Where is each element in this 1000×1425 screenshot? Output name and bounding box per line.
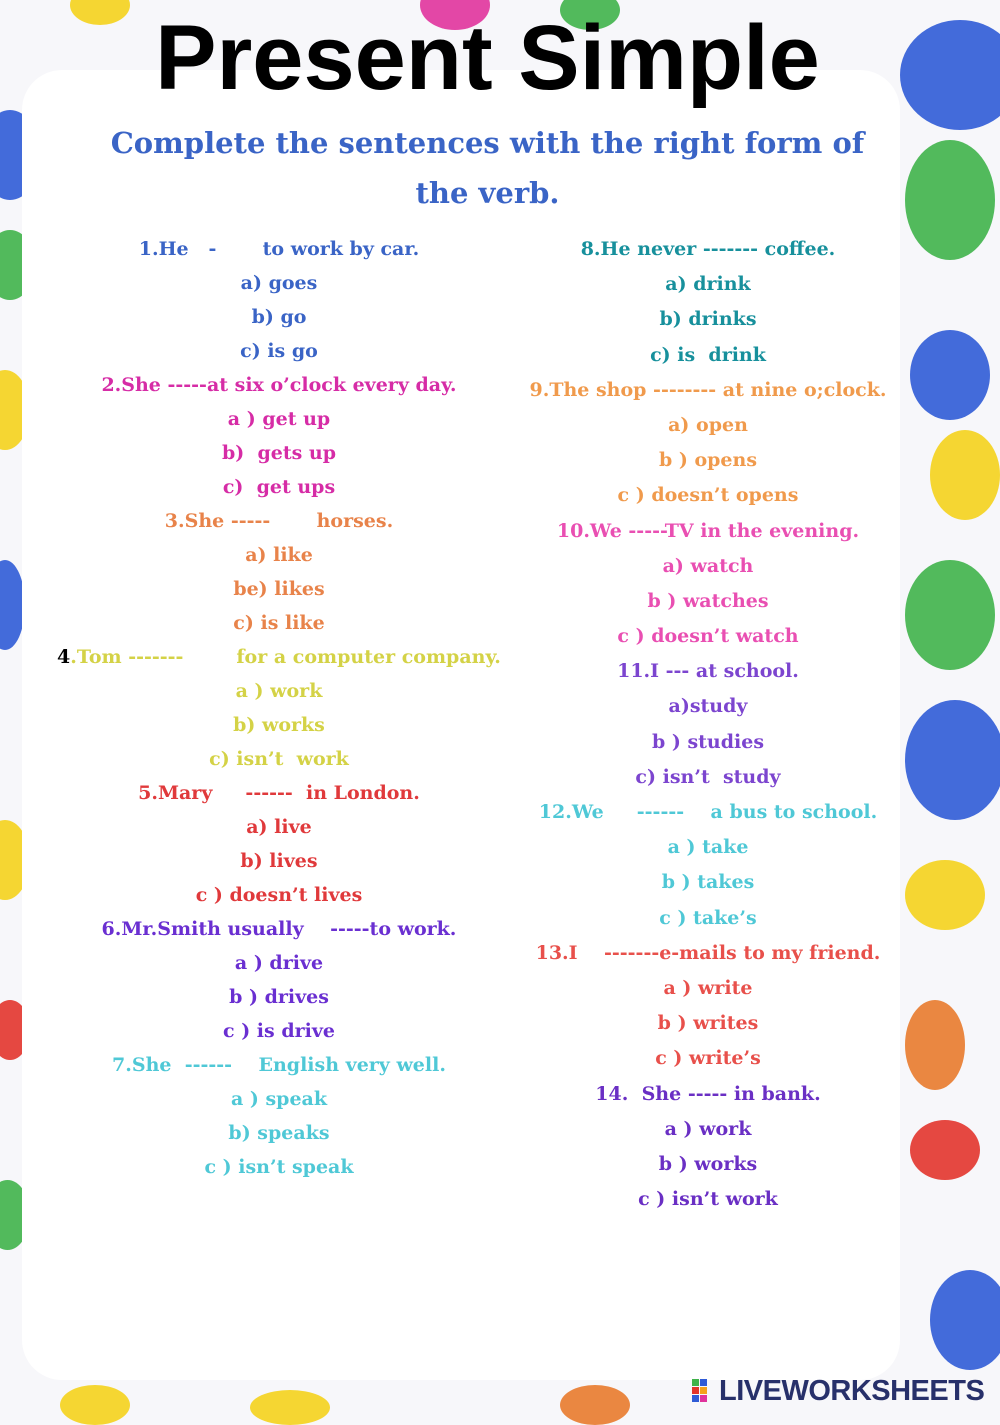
question-stem bbox=[50, 776, 508, 810]
line-text: a) goes bbox=[240, 272, 318, 294]
brand-name: LIVEWORKSHEETS bbox=[719, 1375, 985, 1407]
line-text: a)study bbox=[668, 695, 748, 718]
question-stem bbox=[50, 368, 508, 402]
line-text: c ) is drive bbox=[223, 1020, 335, 1042]
answer-option bbox=[522, 549, 894, 584]
line-text: c ) isn’t work bbox=[638, 1188, 778, 1211]
paint-splash bbox=[60, 1385, 130, 1425]
line-text: a) open bbox=[668, 413, 748, 436]
question-stem bbox=[522, 936, 894, 971]
line-text: 12.We ------ a bus to school. bbox=[538, 801, 878, 823]
answer-option bbox=[522, 689, 894, 724]
question-stem bbox=[522, 654, 894, 689]
answer-option bbox=[50, 742, 508, 776]
answer-option bbox=[50, 878, 508, 912]
answer-option bbox=[50, 674, 508, 708]
line-text: b) go bbox=[251, 306, 307, 328]
answer-option bbox=[50, 402, 508, 436]
line-text: c) is go bbox=[240, 340, 318, 362]
question-stem bbox=[522, 514, 894, 549]
answer-option bbox=[522, 1006, 894, 1041]
answer-option bbox=[522, 267, 894, 302]
line-text: c ) doesn’t lives bbox=[195, 884, 363, 906]
answer-option bbox=[50, 606, 508, 640]
right-question-column bbox=[522, 232, 894, 1217]
line-text: c) is like bbox=[233, 612, 325, 634]
line-text: 5.Mary ------ in London. bbox=[138, 782, 420, 804]
line-text: 10.We -----TV in the evening. bbox=[556, 519, 860, 542]
line-text: b ) takes bbox=[661, 871, 755, 894]
line-text: a ) get up bbox=[227, 408, 331, 430]
answer-option bbox=[522, 584, 894, 619]
answer-option bbox=[522, 619, 894, 654]
answer-option bbox=[50, 1014, 508, 1048]
answer-option bbox=[50, 1150, 508, 1184]
answer-option bbox=[50, 572, 508, 606]
paint-splash bbox=[905, 560, 995, 670]
line-text: b) gets up bbox=[221, 442, 337, 464]
answer-option bbox=[522, 408, 894, 443]
answer-option bbox=[522, 302, 894, 337]
answer-option bbox=[50, 266, 508, 300]
line-text: c) is drink bbox=[650, 343, 766, 366]
answer-option bbox=[522, 1112, 894, 1147]
line-text: 9.The shop -------- at nine o;clock. bbox=[529, 378, 887, 401]
line-text: a) like bbox=[245, 544, 313, 566]
answer-option bbox=[50, 980, 508, 1014]
line-text: c) get ups bbox=[222, 476, 336, 498]
question-stem bbox=[50, 504, 508, 538]
line-text: 1.He - to work by car. bbox=[138, 238, 420, 260]
line-text: b) lives bbox=[240, 850, 318, 872]
answer-option bbox=[50, 334, 508, 368]
paint-splash bbox=[560, 1385, 630, 1425]
question-stem bbox=[522, 232, 894, 267]
paint-splash bbox=[910, 330, 990, 420]
paint-splash bbox=[905, 140, 995, 260]
line-text: c ) doesn’t opens bbox=[617, 484, 799, 507]
paint-splash bbox=[930, 1270, 1000, 1370]
question-stem bbox=[50, 232, 508, 266]
answer-option bbox=[522, 1182, 894, 1217]
question-stem bbox=[50, 912, 508, 946]
answer-option bbox=[522, 865, 894, 900]
paint-splash bbox=[250, 1390, 330, 1425]
line-text: c ) doesn’t watch bbox=[617, 625, 799, 648]
line-text: a ) work bbox=[664, 1117, 752, 1140]
answer-option bbox=[522, 901, 894, 936]
line-text: a ) drive bbox=[234, 952, 324, 974]
paint-splash bbox=[930, 430, 1000, 520]
answer-option bbox=[522, 760, 894, 795]
answer-option bbox=[50, 946, 508, 980]
footer-brand bbox=[692, 1374, 984, 1408]
line-text: c) isn’t study bbox=[635, 765, 781, 788]
line-text: a) watch bbox=[662, 554, 754, 577]
question-stem bbox=[522, 795, 894, 830]
line-text: 2.She -----at six o’clock every day. bbox=[101, 374, 457, 396]
line-text: a ) work bbox=[235, 680, 323, 702]
page-title: Present Simple bbox=[155, 7, 820, 109]
line-text: c ) write’s bbox=[655, 1047, 761, 1070]
line-text: 6.Mr.Smith usually -----to work. bbox=[101, 918, 457, 940]
line-text: b) works bbox=[233, 714, 325, 736]
answer-option bbox=[522, 830, 894, 865]
left-question-column bbox=[50, 232, 508, 1184]
answer-option bbox=[522, 1041, 894, 1076]
line-text: 11.I --- at school. bbox=[617, 660, 799, 683]
line-text: c ) take’s bbox=[659, 906, 757, 929]
answer-option bbox=[50, 300, 508, 334]
line-text: a) live bbox=[246, 816, 312, 838]
line-text: 13.I -------e-mails to my friend. bbox=[535, 941, 881, 964]
line-text: 7.She ------ English very well. bbox=[112, 1054, 446, 1076]
paint-splash bbox=[905, 860, 985, 930]
answer-option bbox=[522, 443, 894, 478]
question-stem bbox=[50, 1048, 508, 1082]
line-text: a ) speak bbox=[230, 1088, 328, 1110]
answer-option bbox=[50, 708, 508, 742]
line-text: b ) drives bbox=[229, 986, 329, 1008]
question-stem bbox=[522, 1077, 894, 1112]
line-text: b ) opens bbox=[658, 449, 758, 472]
question-stem bbox=[522, 373, 894, 408]
line-text: b ) works bbox=[658, 1152, 758, 1175]
question-stem bbox=[50, 640, 508, 674]
line-text: a) drink bbox=[665, 273, 751, 296]
line-text: b) drinks bbox=[659, 308, 757, 331]
paint-splash bbox=[910, 1120, 980, 1180]
line-text: a ) write bbox=[663, 976, 753, 999]
question-number: 4 bbox=[57, 646, 71, 668]
line-text: c) isn’t work bbox=[209, 748, 349, 770]
answer-option bbox=[50, 436, 508, 470]
line-text: .Tom ------- for a computer company. bbox=[70, 646, 501, 668]
paint-splash bbox=[905, 1000, 965, 1090]
line-text: b ) watches bbox=[647, 589, 769, 612]
line-text: a ) take bbox=[667, 836, 749, 859]
answer-option bbox=[522, 971, 894, 1006]
line-text: b ) writes bbox=[657, 1012, 759, 1035]
answer-option bbox=[50, 470, 508, 504]
line-text: 3.She ----- horses. bbox=[164, 510, 394, 532]
answer-option bbox=[522, 478, 894, 513]
answer-option bbox=[522, 1147, 894, 1182]
line-text: 14. She ----- in bank. bbox=[595, 1082, 821, 1105]
answer-option bbox=[522, 338, 894, 373]
answer-option bbox=[50, 844, 508, 878]
line-text: b ) studies bbox=[651, 730, 765, 753]
line-text: b) speaks bbox=[228, 1122, 330, 1144]
line-text: be) likes bbox=[233, 578, 325, 600]
instruction-text: Complete the sentences with the right form of the verb. bbox=[110, 126, 865, 210]
liveworksheets-logo-icon bbox=[692, 1379, 716, 1403]
answer-option bbox=[522, 725, 894, 760]
answer-option bbox=[50, 1082, 508, 1116]
line-text: c ) isn’t speak bbox=[204, 1156, 354, 1178]
answer-option bbox=[50, 810, 508, 844]
line-text: 8.He never ------- coffee. bbox=[580, 238, 836, 260]
answer-option bbox=[50, 538, 508, 572]
paint-splash bbox=[905, 700, 1000, 820]
answer-option bbox=[50, 1116, 508, 1150]
